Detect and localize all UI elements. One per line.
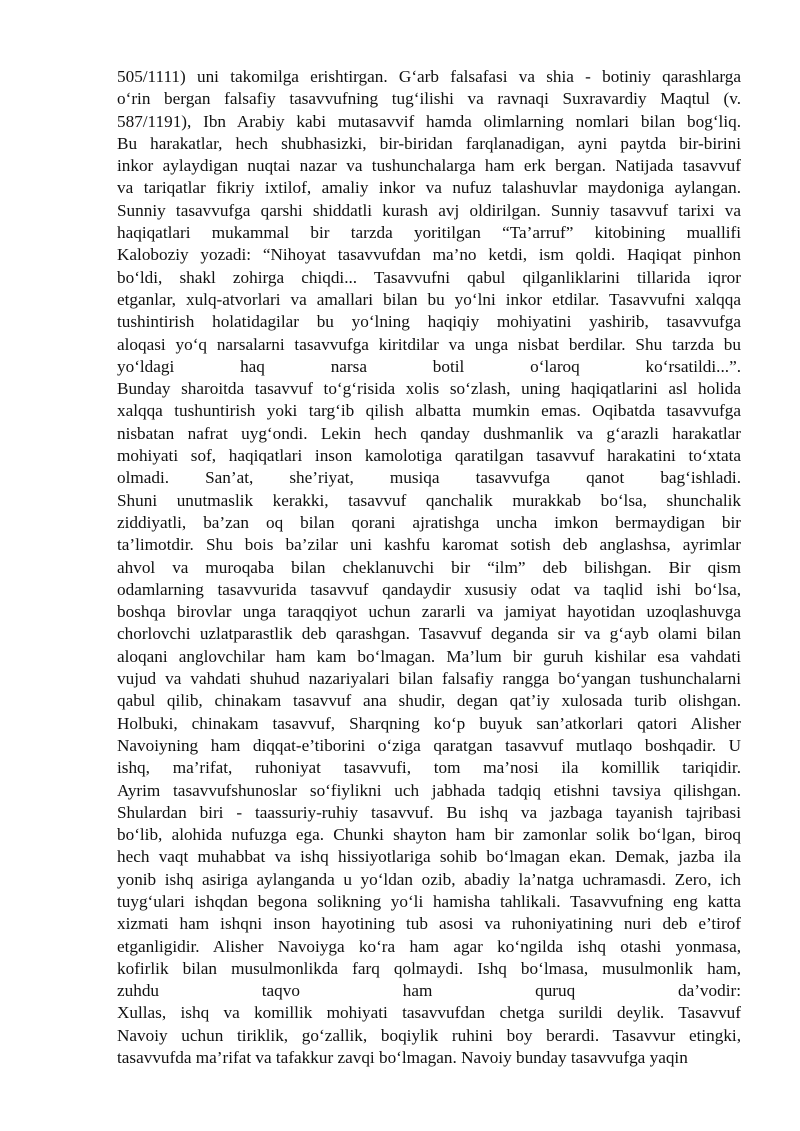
text-line: Ayrim tasavvufshunoslar so‘fiylikni uch jabhada tadqiq etishni tavsiya qilishgan. [117, 780, 741, 800]
text-line: Bu harakatlar, hech shubhasizki, bir-biridan farqlanadigan, ayni paytda bir-birini [117, 133, 741, 153]
text-line: aloqani anglovchilar ham kam bo‘lmagan. Ma’lum bir guruh kishilar esa vahdati [117, 646, 741, 666]
text-line: ahvol va muroqaba bilan cheklanuvchi bir “ilm” deb bilishgan. Bir qism [117, 557, 741, 577]
text-line: Shuni unutmaslik kerakki, tasavvuf qanchalik murakkab bo‘lsa, shunchalik [117, 490, 741, 510]
text-line: 587/1191), Ibn Arabiy kabi mutasavvif hamda olimlarning nomlari bilan bog‘liq. [117, 111, 741, 131]
text-line: aloqasi yo‘q narsalarni tasavvufga kiritdilar va unga nisbat berdilar. Shu tarzda bu [117, 334, 741, 354]
text-line: chorlovchi uzlatparastlik deb qarashgan. Tasavvuf deganda sir va g‘ayb olami bilan [117, 624, 741, 644]
text-line: bo‘lib, alohida nufuzga ega. Chunki shayton ham bir zamonlar solik bo‘lgan, biroq [117, 825, 741, 845]
text-line: Xullas, ishq va komillik mohiyati tasavvufdan chetga surildi deylik. Tasavvuf [117, 1003, 741, 1023]
text-line: vujud va vahdati shuhud nazariyalari bilan falsafiy rangga bo‘yangan tushunchalarni [117, 669, 741, 689]
text-line: Bunday sharoitda tasavvuf to‘g‘risida xolis so‘zlash, uning haqiqatlarini asl holida [117, 379, 741, 399]
text-line: boshqa birovlar unga taraqqiyot uchun zararli va jamiyat hayotidan uzoqlashuvga [117, 602, 741, 622]
text-line: kofirlik bilan musulmonlikda farq qolmaydi. Ishq bo‘lmasa, musulmonlik ham, [117, 958, 741, 978]
text-line: tuyg‘ulari ishqdan begona solikning yo‘li hamisha tahlikali. Tasavvufning eng katta [117, 891, 741, 911]
text-line: inkor aylaydigan nuqtai nazar va tushunchalarga ham erk bergan. Natijada tasavvuf [117, 156, 741, 176]
text-line: o‘rin bergan falsafiy tasavvufning tug‘ilishi va ravnaqi Suxravardiy Maqtul (v. [117, 89, 741, 109]
text-line: yo‘ldagi haq narsa botil o‘laroq ko‘rsatildi...”. [117, 356, 741, 376]
text-line: zuhdu taqvo ham quruq da’vodir: [117, 981, 741, 1001]
text-line: xalqqa tushuntirish yoki targ‘ib qilish albatta mumkin emas. Oqibatda tasavvufga [117, 401, 741, 421]
text-line: va tariqatlar fikriy ixtilof, amaliy inkor va nufuz talashuvlar maydoniga aylangan. [117, 178, 741, 198]
text-line: ishq, ma’rifat, ruhoniyat tasavvufi, tom ma’nosi ila komillik tariqidir. [117, 758, 741, 778]
text-line: 505/1111) uni takomilga erishtirgan. G‘arb falsafasi va shia - botiniy qarashlarga [117, 67, 741, 86]
text-line: etganlar, xulq-atvorlari va amallari bilan bu yo‘lni inkor etdilar. Tasavvufni xalqqa [117, 289, 741, 309]
text-line: tasavvufda ma’rifat va tafakkur zavqi bo‘lmagan. Navoiy bunday tasavvufga yaqin [117, 1048, 688, 1068]
text-line: hech vaqt muhabbat va ishq hissiyotlariga sohib bo‘lmagan ekan. Demak, jazba ila [117, 847, 741, 867]
text-line: mohiyati sof, haqiqatlari inson kamolotiga qaratilgan tasavvuf harakatini to‘xtata [117, 446, 741, 466]
text-line: olmadi. San’at, she’riyat, musiqa tasavvufga qanot bag‘ishladi. [117, 468, 741, 488]
text-line: Shulardan biri - taassuriy-ruhiy tasavvuf. Bu ishq va jazbaga tayanish tajribasi [117, 802, 741, 822]
document-page [117, 66, 741, 1069]
text-line: qabul qilib, chinakam tasavvuf ana shudir, degan qat’iy xulosada turib olishgan. [117, 691, 741, 711]
text-line: etganligidir. Alisher Navoiyga ko‘ra ham agar ko‘ngilda ishq otashi yonmasa, [117, 936, 741, 956]
text-line: xizmati ham ishqni inson hayotining tub asosi va ruhoniyatining nuri deb e’tirof [117, 914, 741, 934]
text-line: ziddiyatli, ba’zan oq bilan qorani ajratishga uncha imkon bermaydigan bir [117, 512, 741, 532]
text-line: tushintirish holatidagilar bu yo‘lning haqiqiy mohiyatini yashirib, tasavvufga [117, 312, 741, 332]
text-line: Navoiy uchun tiriklik, go‘zallik, boqiylik ruhini boy berardi. Tasavvur etingki, [117, 1025, 741, 1045]
text-line: Holbuki, chinakam tasavvuf, Sharqning ko‘p buyuk san’atkorlari qatori Alisher [117, 713, 741, 733]
text-line: bo‘ldi, shakl zohirga chiqdi... Tasavvufni qabul qilganliklarini tillarida iqror [117, 267, 741, 287]
text-line: Navoiyning ham diqqat-e’tiborini o‘ziga qaratgan tasavvuf mutlaqo boshqadir. U [117, 735, 741, 755]
text-line: nisbatan nafrat uyg‘ondi. Lekin hech qanday dushmanlik va g‘arazli harakatlar [117, 423, 741, 443]
text-line: yonib ishq asiriga aylanganda u yo‘ldan ozib, abadiy la’natga uchramasdi. Zero, ich [117, 869, 741, 889]
text-line: Kaloboziy yozadi: “Nihoyat tasavvufdan ma’no ketdi, ism qoldi. Haqiqat pinhon [117, 245, 741, 265]
text-line: haqiqatlari mukammal bir tarzda yoritilgan “Ta’arruf” kitobining muallifi [117, 223, 741, 243]
text-line: Sunniy tasavvufga qarshi shiddatli kurash avj oldirilgan. Sunniy tasavvuf tarixi va [117, 200, 741, 220]
text-line: odamlarning tasavvurida tasavvuf qandaydir xususiy odat va taqlid ishi bo‘lsa, [117, 579, 741, 599]
text-line: ta’limotdir. Shu bois ba’zilar uni kashfu karomat sotish deb anglashsa, ayrimlar [117, 535, 741, 555]
